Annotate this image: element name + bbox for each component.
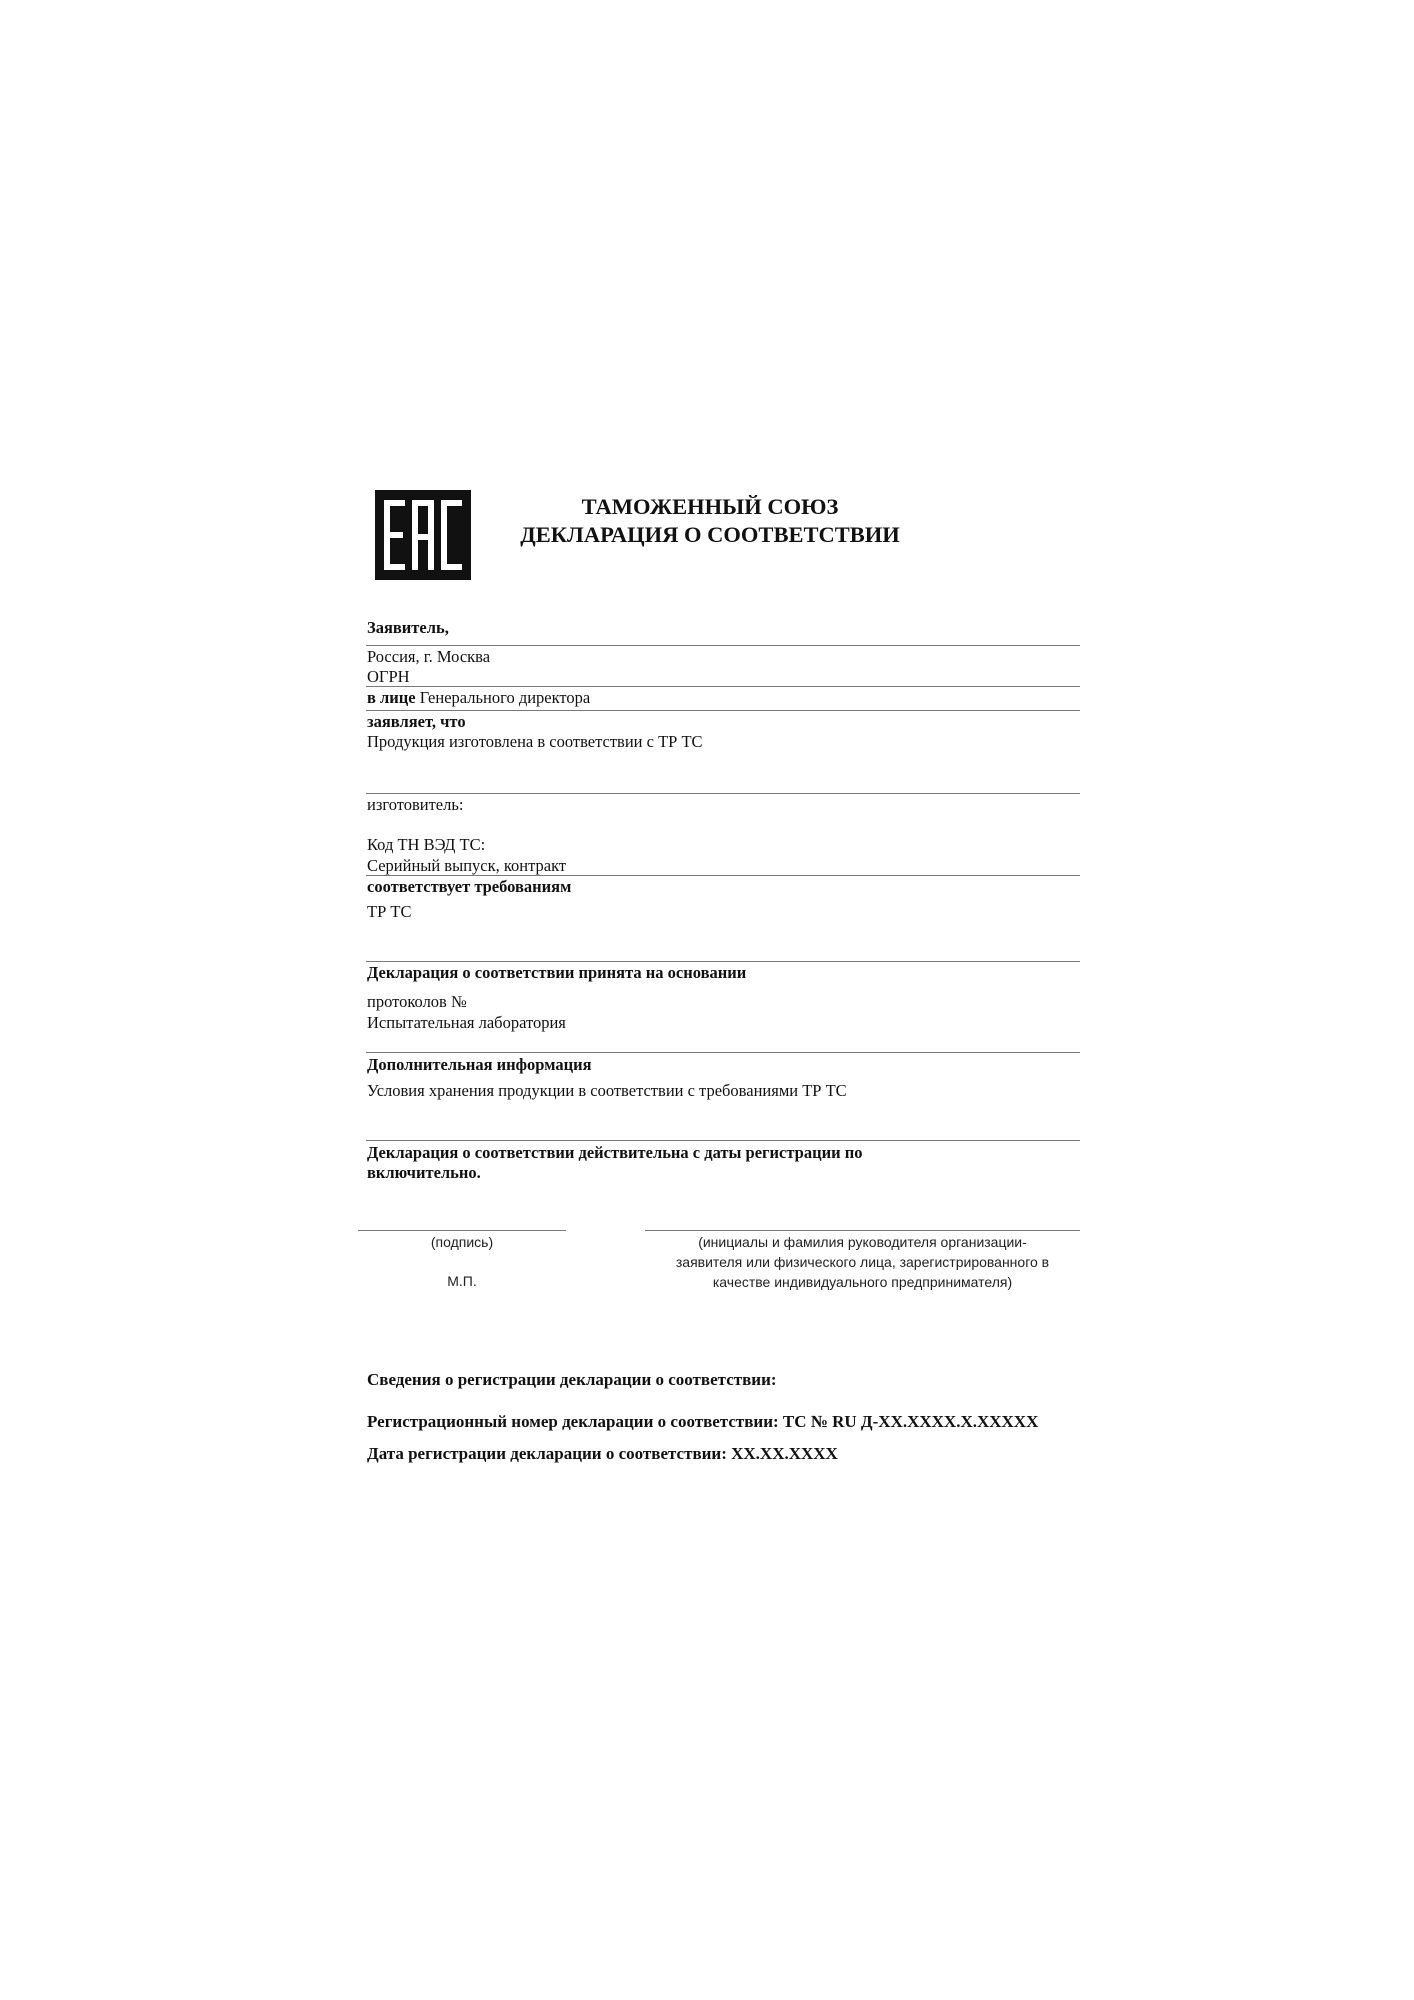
additional-text: Условия хранения продукции в соответствии с требованиями ТР ТС <box>367 1081 847 1100</box>
divider <box>366 961 1080 962</box>
additional-heading: Дополнительная информация <box>367 1055 592 1074</box>
name-caption-1: (инициалы и фамилия руководителя организации- <box>698 1234 1027 1250</box>
applicant-heading: Заявитель, <box>367 618 449 637</box>
name-caption-2: заявителя или физического лица, зарегистрированного в <box>675 1254 1050 1270</box>
stamp-label: М.П. <box>447 1273 477 1289</box>
applicant-person <box>367 688 590 708</box>
divider <box>366 645 1080 646</box>
registration-number: Регистрационный номер декларации о соответствии: ТС № RU Д-XX.XXXX.X.XXXXX <box>367 1412 1039 1431</box>
hs-code: Код ТН ВЭД ТС: <box>367 835 486 854</box>
declares-heading: заявляет, что <box>367 712 466 731</box>
validity-line2: включительно. <box>367 1163 481 1182</box>
declares-text: Продукция изготовлена в соответствии с ТР ТС <box>367 732 703 751</box>
name-line <box>645 1230 1080 1231</box>
divider <box>366 793 1080 794</box>
requirements-text: ТР ТС <box>367 902 412 921</box>
divider <box>366 1052 1080 1053</box>
name-caption-3: качестве индивидуального предпринимателя) <box>712 1274 1013 1290</box>
title-declaration: ДЕКЛАРАЦИЯ О СООТВЕТСТВИИ <box>520 522 900 547</box>
manufacturer-label: изготовитель: <box>367 795 464 814</box>
validity-line1: Декларация о соответствии действительна с даты регистрации по <box>367 1143 863 1162</box>
title-customs-union: ТАМОЖЕННЫЙ СОЮЗ <box>581 494 839 519</box>
basis-lab: Испытательная лаборатория <box>367 1013 566 1032</box>
registration-date: Дата регистрации декларации о соответствии: XX.XX.XXXX <box>367 1444 838 1463</box>
basis-heading: Декларация о соответствии принята на основании <box>367 963 747 982</box>
divider <box>366 1140 1080 1141</box>
basis-protocols: протоколов № <box>367 992 467 1011</box>
person-label: в лице <box>367 688 416 707</box>
registration-heading: Сведения о регистрации декларации о соответствии: <box>367 1370 777 1389</box>
production-type: Серийный выпуск, контракт <box>367 856 567 875</box>
divider <box>366 686 1080 687</box>
person-value: Генерального директора <box>415 688 591 707</box>
divider <box>366 875 1080 876</box>
eac-logo <box>375 490 471 580</box>
applicant-address: Россия, г. Москва <box>367 647 491 666</box>
signature-caption: (подпись) <box>430 1234 494 1250</box>
divider <box>366 710 1080 711</box>
signature-line <box>358 1230 566 1231</box>
applicant-ogrn: ОГРН <box>367 667 410 686</box>
requirements-heading: соответствует требованиям <box>367 877 572 896</box>
